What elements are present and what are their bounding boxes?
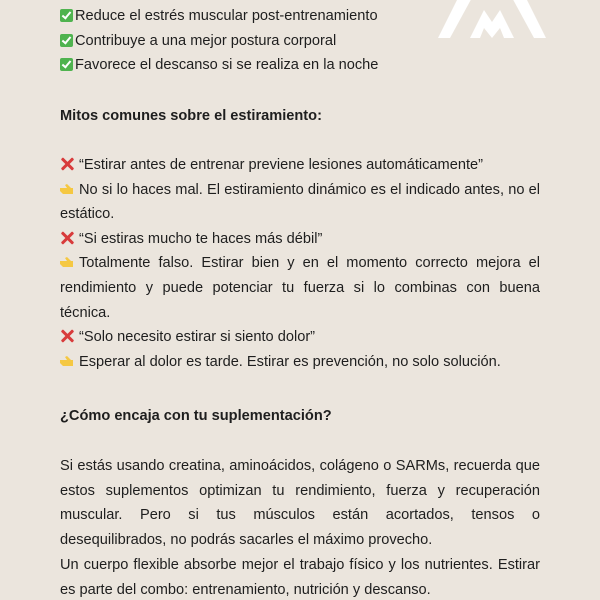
cross-mark-icon: [60, 329, 74, 343]
myth-item: [60, 153, 540, 178]
answer-text: Totalmente falso. Estirar bien y en el momento correcto mejora el rendimiento y puede potenciar tu fuerza si lo combinas con buena técnica.: [60, 255, 540, 321]
myth-text: “Solo necesito estirar si siento dolor”: [79, 329, 316, 346]
answer-text: No si lo haces mal. El estiramiento dinámico es el indicado antes, no el estático.: [60, 181, 540, 223]
myth-answer: [60, 251, 540, 325]
benefit-text: Contribuye a una mejor postura corporal: [75, 32, 337, 49]
supplementation-heading: ¿Cómo encaja con tu suplementación?: [60, 408, 332, 424]
benefit-text: Reduce el estrés muscular post-entrenamiento: [75, 8, 378, 24]
myths-list: [60, 153, 540, 374]
check-mark-icon: [60, 9, 73, 22]
cross-mark-icon: [60, 157, 74, 171]
supplementation-paragraph-1: Si estás usando creatina, aminoácidos, colágeno o SARMs, recuerda que estos suplementos optimizan tu rendimiento, fuerza y recuperación muscular. Pero si tus músculos están acortados, tensos o desequilibrados, no podrás sacarles el máximo provecho.: [60, 458, 540, 548]
cross-mark-icon: [60, 231, 74, 245]
check-mark-icon: [60, 58, 73, 71]
myths-heading: Mitos comunes sobre el estiramiento:: [60, 108, 322, 124]
pointing-hand-icon: [60, 351, 74, 363]
pointing-hand-icon: [60, 179, 74, 191]
supplementation-paragraph-2: Un cuerpo flexible absorbe mejor el trabajo físico y los nutrientes. Estirar es parte del combo: entrenamiento, nutrición y descanso.: [60, 557, 540, 598]
answer-text: Esperar al dolor es tarde. Estirar es prevención, no solo solución.: [79, 353, 501, 370]
myth-text: “Si estiras mucho te haces más débil”: [79, 230, 323, 247]
myth-item: [60, 227, 540, 252]
benefit-item: [60, 4, 540, 29]
benefit-item: [60, 53, 540, 78]
benefit-item: [60, 29, 540, 54]
myth-answer: [60, 350, 540, 375]
myth-text: “Estirar antes de entrenar previene lesiones automáticamente”: [79, 157, 483, 173]
myth-item: [60, 325, 540, 350]
benefit-text: Favorece el descanso si se realiza en la noche: [75, 57, 379, 74]
pointing-hand-icon: [60, 252, 74, 264]
benefits-list: [60, 4, 540, 78]
myth-answer: [60, 178, 540, 227]
check-mark-icon: [60, 34, 73, 47]
